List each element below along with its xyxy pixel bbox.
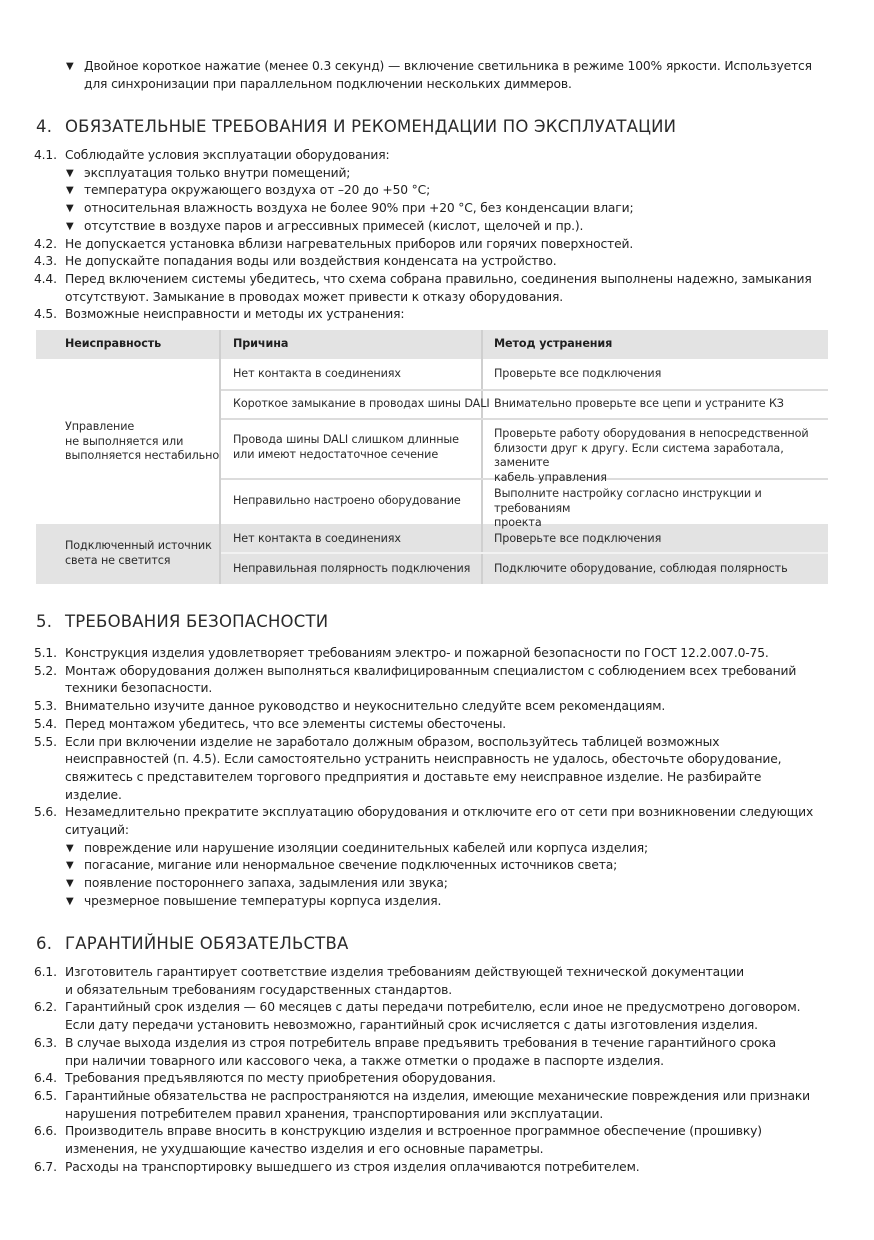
table-header-cell: Метод устранения (494, 337, 613, 350)
table-divider (219, 330, 221, 584)
bullet-marker: ▼ (66, 842, 74, 854)
item-text: свяжитесь с представителем торгового предприятия и доставьте ему неисправное изделие. Не разбирайте (65, 769, 762, 784)
item-text: Внимательно изучите данное руководство и неукоснительно следуйте всем рекомендациям. (65, 699, 666, 714)
item-number: 4.3. (34, 254, 57, 269)
bullet-marker: ▼ (66, 185, 74, 197)
item-text: неисправностей (п. 4.5). Если самостоятельно устранить неисправность не удалось, обесточьте оборудование, (65, 752, 782, 767)
section-4-heading (36, 117, 676, 137)
table-cell-line: Проверьте работу оборудования в непосредственной (494, 427, 809, 440)
item-text: Не допускайте попадания воды или воздействия конденсата на устройство. (65, 254, 557, 269)
table-cause-cell: Неправильная полярность подключения (233, 562, 471, 575)
bullet-marker: ▼ (66, 167, 74, 179)
bullet-marker: ▼ (66, 860, 74, 872)
item-text: и обязательным требованиям государственных стандартов. (65, 982, 452, 997)
item-number: 6.6. (34, 1124, 57, 1139)
table-divider (221, 418, 828, 420)
item-text: Если при включении изделие не заработало должным образом, воспользуйтесь таблицей возможных (65, 734, 720, 749)
table-cell-line: света не светится (65, 553, 171, 567)
item-text: Перед включением системы убедитесь, что схема собрана правильно, соединения выполнены надежно, замыкания (65, 271, 812, 286)
item-text: Перед монтажом убедитесь, что все элементы системы обесточены. (65, 716, 507, 731)
table-divider (221, 552, 828, 554)
table-cell-line: Выполните настройку согласно инструкции и требованиям (494, 487, 762, 515)
table-header-cell: Неисправность (65, 337, 162, 350)
table-divider (481, 330, 483, 584)
table-fix-cell: Проверьте все подключения (494, 367, 662, 380)
item-number: 5.2. (34, 663, 57, 678)
section-title: ТРЕБОВАНИЯ БЕЗОПАСНОСТИ (65, 612, 329, 631)
situation-item: повреждение или нарушение изоляции соединительных кабелей или корпуса изделия; (84, 840, 649, 855)
section-6-heading (36, 934, 348, 954)
item-text: Изготовитель гарантирует соответствие изделия требованиям действующей технической документации (65, 965, 744, 979)
item-text: нарушения потребителем правил хранения, транспортирования или эксплуатации. (65, 1106, 604, 1121)
item-text: изменения, не ухудшающие качество изделия и его основные параметры. (65, 1142, 544, 1156)
bullet-marker: ▼ (66, 220, 74, 232)
table-fix-cell: Внимательно проверьте все цепи и устраните КЗ (494, 397, 784, 410)
intro-line: для синхронизации при параллельном подключении нескольких диммеров. (84, 76, 572, 91)
item-number: 5.3. (34, 699, 57, 714)
item-text: Гарантийные обязательства не распространяются на изделия, имеющие механические повреждения или признаки (65, 1088, 810, 1103)
condition-item: отсутствие в воздухе паров и агрессивных примесей (кислот, щелочей и пр.). (84, 218, 584, 233)
item-text: Производитель вправе вносить в конструкцию изделия и встроенное программное обеспечение (прошивку) (65, 1124, 762, 1139)
item-number: 6.2. (34, 1000, 57, 1015)
table-fix-cell (494, 487, 828, 531)
item-text: Соблюдайте условия эксплуатации оборудования: (65, 148, 390, 162)
section-number: 6. (36, 934, 53, 953)
item-number: 6.3. (34, 1035, 57, 1050)
item-text: Незамедлительно прекратите эксплуатацию оборудования и отключите его от сети при возникновении следующих (65, 805, 814, 820)
table-cause-cell: Короткое замыкание в проводах шины DALI (233, 397, 490, 410)
table-fault-cell (65, 539, 212, 568)
section-number: 4. (36, 117, 53, 136)
table-cell-line: выполняется нестабильно (65, 449, 220, 462)
item-text: техники безопасности. (65, 681, 213, 696)
item-number: 4.5. (34, 307, 57, 322)
situation-item: появление постороннего запаха, задымления или звука; (84, 876, 448, 891)
intro-line: Двойное короткое нажатие (менее 0.3 секунд) — включение светильника в режиме 100% яркости. Используется (84, 59, 812, 73)
item-number: 6.4. (34, 1071, 57, 1086)
bullet-marker: ▼ (66, 895, 74, 907)
item-number: 5.6. (34, 805, 57, 820)
condition-item: относительная влажность воздуха не более 90% при +20 °С, без конденсации влаги; (84, 201, 634, 216)
table-cell-line: или имеют недостаточное сечение (233, 447, 439, 461)
table-cell-line: кабель управления (494, 470, 607, 484)
section-5-heading (36, 612, 328, 632)
section-title: ОБЯЗАТЕЛЬНЫЕ ТРЕБОВАНИЯ И РЕКОМЕНДАЦИИ ПО ЭКСПЛУАТАЦИИ (65, 117, 677, 136)
item-text: ситуаций: (65, 823, 129, 837)
item-text: Требования предъявляются по месту приобретения оборудования. (65, 1071, 496, 1086)
table-cell-line: Провода шины DALI слишком длинные (233, 433, 459, 446)
item-text: Конструкция изделия удовлетворяет требованиям электро- и пожарной безопасности по ГОСТ 12.2.007.0-75. (65, 646, 769, 660)
item-text: Монтаж оборудования должен выполняться квалифицированным специалистом с соблюдением всех требований (65, 663, 797, 678)
situation-item: чрезмерное повышение температуры корпуса изделия. (84, 893, 442, 908)
table-cell-line: близости друг к другу. Если система заработала, замените (494, 441, 784, 469)
condition-item: температура окружающего воздуха от –20 до +50 °С; (84, 183, 431, 198)
situation-item: погасание, мигание или ненормальное свечение подключенных источников света; (84, 858, 618, 873)
table-cause-cell: Неправильно настроено оборудование (233, 494, 461, 507)
table-cell-line: Управление (65, 420, 135, 433)
table-cell-line: Подключенный источник (65, 539, 212, 552)
bullet-marker: ▼ (66, 61, 74, 72)
item-number: 6.1. (34, 965, 57, 979)
item-number: 4.4. (34, 271, 57, 286)
item-text: Не допускается установка вблизи нагревательных приборов или горячих поверхностей. (65, 236, 634, 251)
table-fix-cell (494, 427, 828, 485)
table-fix-cell: Проверьте все подключения (494, 532, 662, 545)
item-number: 5.4. (34, 716, 57, 731)
troubleshooting-table (36, 330, 828, 584)
item-text: Расходы на транспортировку вышедшего из строя изделия оплачиваются потребителем. (65, 1159, 640, 1174)
item-number: 5.5. (34, 734, 57, 749)
table-cause-cell (233, 433, 459, 462)
bullet-marker: ▼ (66, 203, 74, 215)
item-number: 4.2. (34, 236, 57, 251)
item-number: 5.1. (34, 646, 57, 660)
item-text: отсутствуют. Замыкание в проводах может привести к отказу оборудования. (65, 289, 563, 304)
table-fault-cell (65, 420, 219, 464)
table-fix-cell: Подключите оборудование, соблюдая полярность (494, 562, 788, 575)
table-cause-cell: Нет контакта в соединениях (233, 367, 401, 380)
item-number: 6.7. (34, 1159, 57, 1174)
section-number: 5. (36, 612, 53, 631)
item-text: Если дату передачи установить невозможно, гарантийный срок исчисляется с даты изготовления изделия. (65, 1018, 758, 1033)
table-cell-line: не выполняется или (65, 434, 184, 448)
bullet-marker: ▼ (66, 878, 74, 890)
table-cell-line: проекта (494, 516, 542, 529)
table-header-cell: Причина (233, 337, 289, 350)
condition-item: эксплуатация только внутри помещений; (84, 165, 351, 180)
item-number: 4.1. (34, 148, 57, 162)
item-text: при наличии товарного или кассового чека, а также отметки о продаже в паспорте изделия. (65, 1053, 664, 1068)
item-text: В случае выхода изделия из строя потребитель вправе предъявить требования в течение гарантийного срока (65, 1035, 777, 1050)
item-number: 6.5. (34, 1088, 57, 1103)
item-text: изделие. (65, 787, 122, 802)
table-divider (221, 389, 828, 391)
table-cause-cell: Нет контакта в соединениях (233, 532, 401, 545)
section-title: ГАРАНТИЙНЫЕ ОБЯЗАТЕЛЬСТВА (65, 934, 349, 953)
item-text: Гарантийный срок изделия — 60 месяцев с даты передачи потребителю, если иное не предусмотрено договором. (65, 1000, 801, 1015)
item-text: Возможные неисправности и методы их устранения: (65, 307, 405, 322)
